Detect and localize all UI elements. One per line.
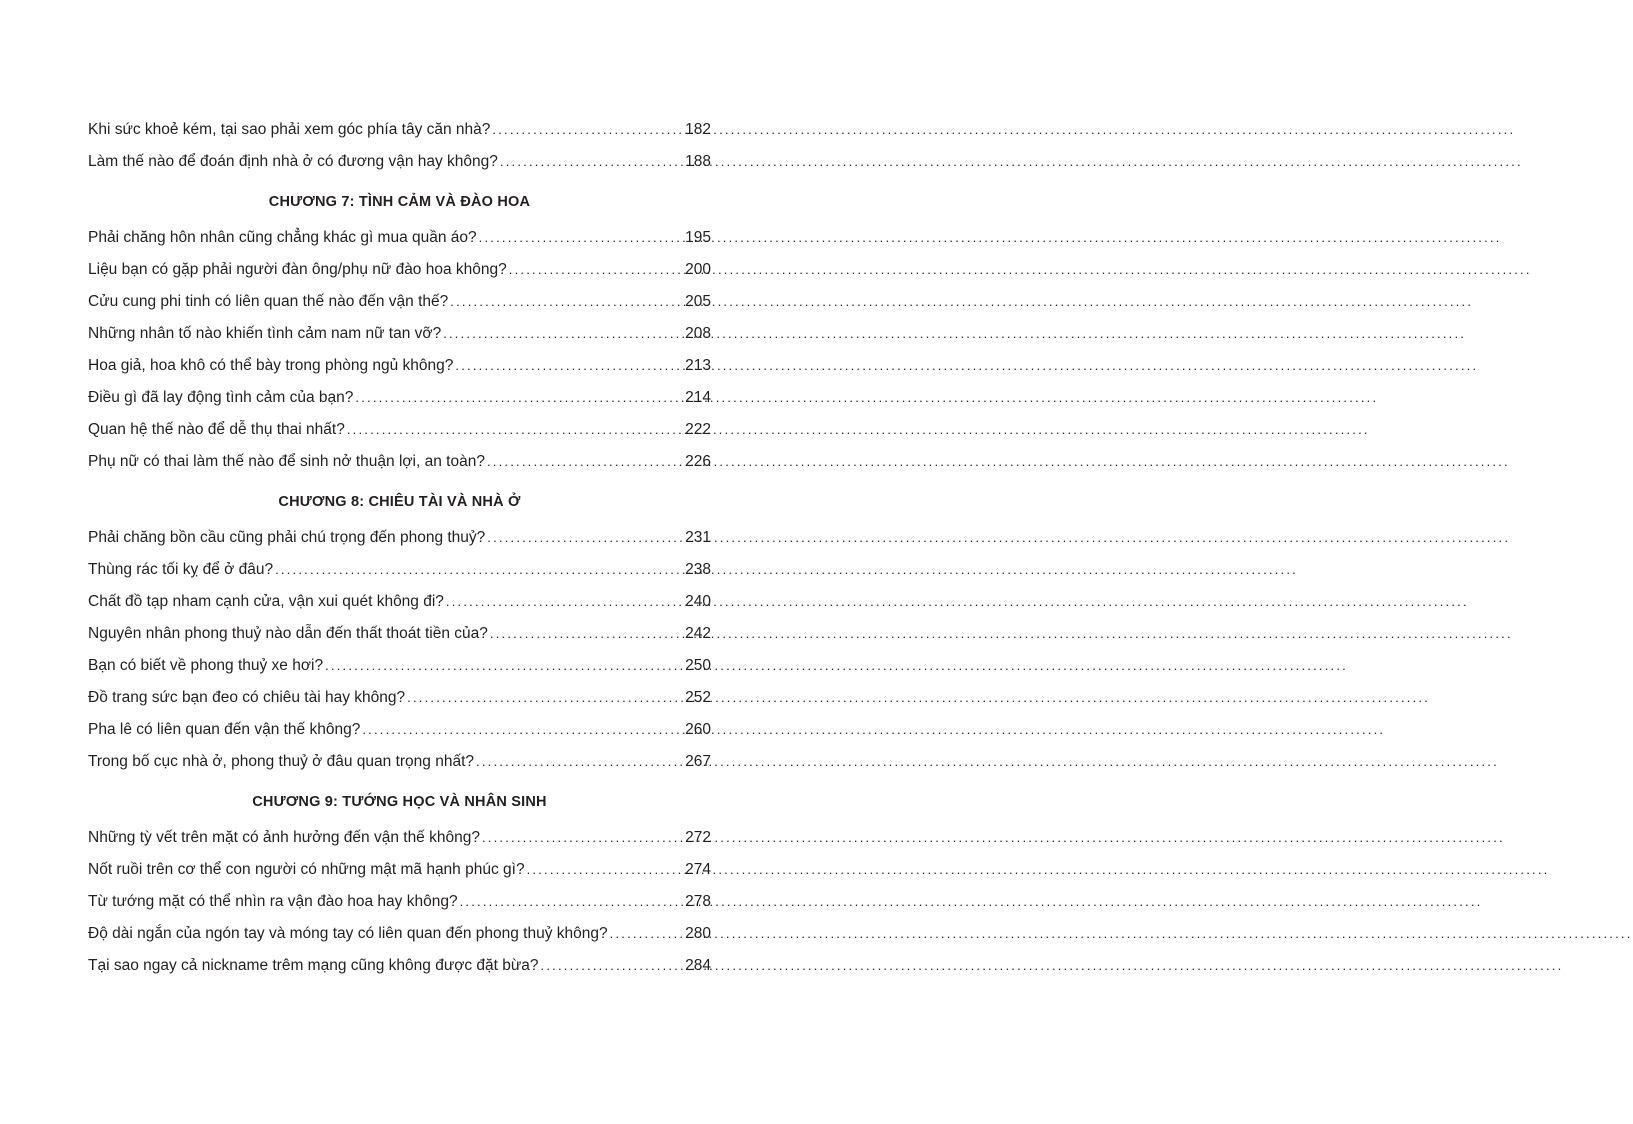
toc-section [88,114,711,178]
toc-section [88,786,711,982]
entry-page-number: 278 [685,893,711,910]
entry-page-number: 213 [685,357,711,374]
dot-leader [355,382,682,414]
dot-leader [482,822,682,854]
dot-leader [407,682,682,714]
dot-leader [275,554,682,586]
toc-entry [88,350,711,382]
entry-title: Những tỳ vết trên mặt có ảnh hưởng đến vận thế không? [88,829,480,846]
entry-page-number: 208 [685,325,711,342]
entry-title: Làm thế nào để đoán định nhà ở có đương vận hay không? [88,153,498,170]
entry-page-number: 200 [685,261,711,278]
toc-entry [88,746,711,778]
entry-page-number: 214 [685,389,711,406]
entry-page-number: 280 [685,925,711,942]
toc-entry [88,554,711,586]
dot-leader [476,746,682,778]
toc-entry [88,222,711,254]
entry-title: Những nhân tố nào khiến tình cảm nam nữ tan vỡ? [88,325,442,342]
toc-entry [88,854,711,886]
dot-leader [325,650,682,682]
entry-page-number: 182 [685,121,711,138]
entry-page-number: 188 [685,153,711,170]
entry-page-number: 195 [685,229,711,246]
entry-title: Khi sức khoẻ kém, tại sao phải xem góc phía tây căn nhà? [88,121,491,138]
entry-title: Bạn có biết về phong thuỷ xe hơi? [88,657,324,674]
entry-title: Phải chăng hôn nhân cũng chẳng khác gì mua quần áo? [88,229,477,246]
dot-leader [479,222,682,254]
entry-page-number: 250 [685,657,711,674]
dot-leader [487,446,682,478]
toc-entry [88,618,711,650]
entry-title: Thùng rác tối kỵ để ở đâu? [88,561,274,578]
entry-page-number: 240 [685,593,711,610]
toc-entry [88,382,711,414]
entry-page-number: 272 [685,829,711,846]
entry-page-number: 252 [685,689,711,706]
toc-entry [88,522,711,554]
entry-title: Phụ nữ có thai làm thế nào để sinh nở thuận lợi, an toàn? [88,453,485,470]
chapter-heading: CHƯƠNG 7: TÌNH CẢM VÀ ĐÀO HOA [268,194,531,210]
entry-page-number: 242 [685,625,711,642]
toc-entry [88,950,711,982]
entry-title: Cửu cung phi tinh có liên quan thế nào đến vận thế? [88,293,449,310]
entry-page-number: 226 [685,453,711,470]
chapter-heading: CHƯƠNG 9: TƯỚNG HỌC VÀ NHÂN SINH [252,794,547,810]
entry-title: Liệu bạn có gặp phải người đàn ông/phụ nữ đào hoa không? [88,261,507,278]
chapter-heading: CHƯƠNG 8: CHIÊU TÀI VÀ NHÀ Ở [278,494,521,510]
entry-title: Quan hệ thế nào để dễ thụ thai nhất? [88,421,345,438]
dot-leader [509,254,682,286]
toc-entry [88,318,711,350]
toc-entry [88,650,711,682]
toc-entry [88,414,711,446]
toc-entry [88,682,711,714]
toc-entry [88,714,711,746]
dot-leader [541,950,683,982]
dot-leader [446,586,682,618]
entry-title: Trong bố cục nhà ở, phong thuỷ ở đâu quan trọng nhất? [88,753,475,770]
dot-leader [610,918,682,950]
dot-leader [490,618,682,650]
toc-entry [88,446,711,478]
toc-entry [88,146,711,178]
dot-leader [455,350,682,382]
table-of-contents [88,114,711,982]
entry-page-number: 267 [685,753,711,770]
dot-leader [527,854,683,886]
toc-entry [88,254,711,286]
dot-leader [443,318,682,350]
entry-title: Hoa giả, hoa khô có thể bày trong phòng ngủ không? [88,357,454,374]
toc-entry [88,286,711,318]
entry-title: Độ dài ngắn của ngón tay và móng tay có liên quan đến phong thuỷ không? [88,925,608,942]
entry-title: Chất đồ tạp nham cạnh cửa, vận xui quét không đi? [88,593,444,610]
entry-page-number: 260 [685,721,711,738]
entry-page-number: 274 [685,861,711,878]
dot-leader [500,146,682,178]
dot-leader [450,286,682,318]
entry-page-number: 284 [685,957,711,974]
entry-page-number: 222 [685,421,711,438]
entry-title: Pha lê có liên quan đến vận thế không? [88,721,361,738]
entry-title: Nốt ruồi trên cơ thể con người có những mật mã hạnh phúc gì? [88,861,525,878]
dot-leader [492,114,682,146]
entry-page-number: 205 [685,293,711,310]
entry-title: Từ tướng mặt có thể nhìn ra vận đào hoa hay không? [88,893,458,910]
toc-section [88,486,711,778]
toc-entry [88,114,711,146]
dot-leader [347,414,682,446]
entry-title: Đồ trang sức bạn đeo có chiêu tài hay không? [88,689,406,706]
entry-page-number: 231 [685,529,711,546]
dot-leader [362,714,682,746]
entry-page-number: 238 [685,561,711,578]
toc-entry [88,586,711,618]
toc-entry [88,886,711,918]
entry-title: Phải chăng bồn cầu cũng phải chú trọng đến phong thuỷ? [88,529,486,546]
dot-leader [487,522,682,554]
toc-entry [88,918,711,950]
entry-title: Điều gì đã lay động tình cảm của bạn? [88,389,354,406]
entry-title: Tại sao ngay cả nickname trêm mạng cũng không được đặt bừa? [88,957,539,974]
toc-entry [88,822,711,854]
entry-title: Nguyên nhân phong thuỷ nào dẫn đến thất thoát tiền của? [88,625,488,642]
toc-section [88,186,711,478]
dot-leader [460,886,683,918]
